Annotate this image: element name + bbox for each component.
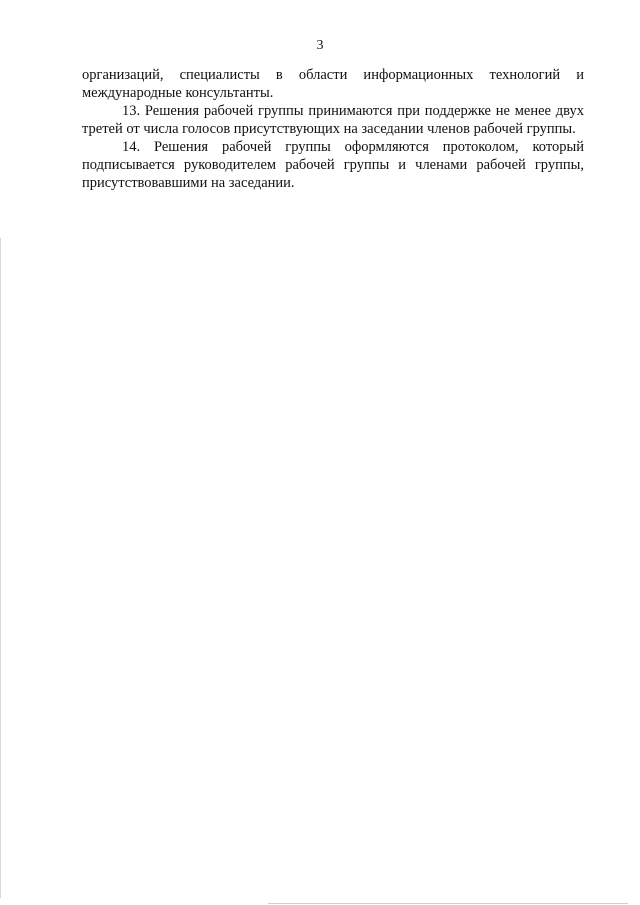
paragraph-continuation: организаций, специалисты в области информационных технологий и международные консультанты. <box>82 67 584 101</box>
document-body <box>82 66 584 192</box>
page-number: 3 <box>316 38 324 53</box>
paragraph-item-14: 14. Решения рабочей группы оформляются протоколом, который подписывается руководителем рабочей группы и членами рабочей группы, присутствовавшими на заседании. <box>82 139 584 191</box>
scan-edge-left <box>0 238 1 898</box>
paragraph-item-13: 13. Решения рабочей группы принимаются при поддержке не менее двух третей от числа голосов присутствующих на заседании членов рабочей группы. <box>82 103 584 137</box>
scan-edge-bottom <box>268 903 628 904</box>
